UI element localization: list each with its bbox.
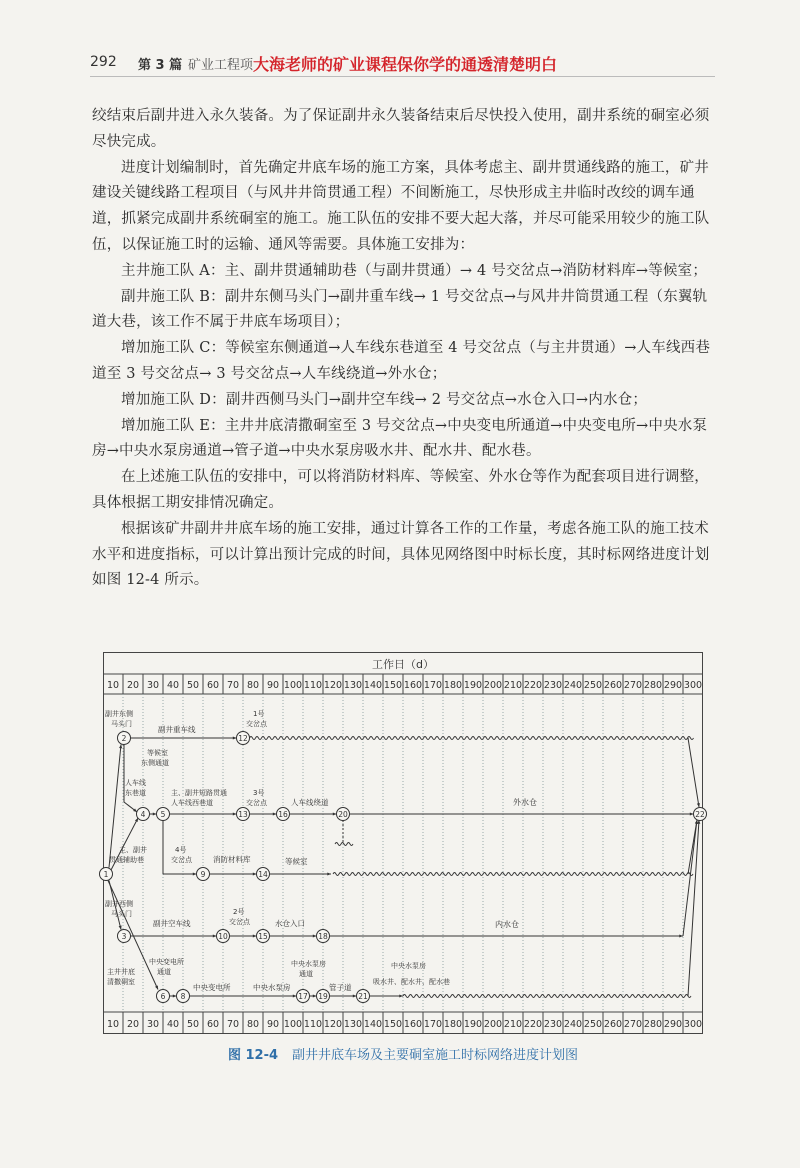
arrow-head [313, 994, 317, 997]
scale-tick-top: 150 [383, 680, 403, 691]
arrow-head [273, 812, 277, 815]
label-shortcut: 主、副井短路贯通 [171, 789, 227, 797]
scale-tick-top: 110 [303, 680, 323, 691]
scale-tick-top: 120 [323, 680, 343, 691]
scale-tick-top: 250 [583, 680, 603, 691]
scale-tick-bottom: 40 [166, 1019, 180, 1030]
scale-tick-top: 240 [563, 680, 583, 691]
scale-tick-bottom: 220 [523, 1019, 543, 1030]
scale-tick-top: 280 [643, 680, 663, 691]
arrow-head [353, 994, 357, 997]
node-number: 20 [338, 810, 348, 819]
page-number: 292 [90, 54, 117, 70]
scale-tick-bottom: 20 [126, 1019, 140, 1030]
scale-tick-bottom: 270 [623, 1019, 643, 1030]
label-main-bottom: 主井井底 [107, 968, 135, 976]
scale-tick-top: 80 [246, 680, 260, 691]
label-pump-room2: 中央水泵房 [391, 962, 426, 970]
free-float-wave [403, 995, 691, 998]
label-passage: 通道 [157, 968, 171, 976]
arrow-head [253, 872, 257, 875]
watermark-text: 大海老师的矿业课程保你学的通透清楚明白 [253, 55, 558, 74]
label-west-roadway: 人车线西巷道 [171, 799, 213, 807]
node-number: 18 [318, 932, 328, 941]
node-number: 10 [218, 932, 228, 941]
figure-caption [103, 1044, 703, 1063]
paragraph: 在上述施工队伍的安排中，可以将消防材料库、等候室、外水仓等作为配套项目进行调整，具体根据工期安排情况确定。 [92, 469, 709, 511]
label-waiting: 等候室 [285, 857, 308, 866]
label-sump-inlet: 水仓入口 [275, 919, 305, 928]
node-number: 3 [121, 932, 127, 941]
scale-tick-bottom: 260 [603, 1019, 623, 1030]
paragraph: 根据该矿井副井井底车场的施工安排，通过计算各工作的工作量，考虑各施工队的施工技术水平和进度指标，可以计算出预计完成的时间，具体见网络图中时标长度，其时标网络进度计划如图 12-4 所示。 [92, 520, 710, 589]
scale-tick-bottom: 30 [146, 1019, 160, 1030]
scale-tick-bottom: 150 [383, 1019, 403, 1030]
node-number: 4 [140, 810, 146, 819]
label-main-aux: 主、副井 [119, 846, 147, 854]
page-header [90, 50, 715, 77]
label-suction-well: 吸水井、配水井、配水巷 [373, 978, 450, 986]
label-pump-passage: 中央水泵房 [291, 960, 326, 968]
arrow-head [173, 994, 177, 997]
node-number: 2 [121, 734, 127, 743]
label-waiting-room: 等候室 [147, 749, 168, 757]
label-loaded-track: 副井重车线 [158, 725, 196, 734]
label-aux-roadway: 贯通辅助巷 [109, 856, 144, 864]
node-number: 1 [103, 870, 109, 879]
node-number: 19 [318, 992, 328, 1001]
label-fire-store: 消防材料库 [213, 855, 251, 864]
label-passage2: 通道 [299, 970, 313, 978]
scale-tick-bottom: 60 [206, 1019, 220, 1030]
node-number: 8 [180, 992, 186, 1001]
arrow-head [193, 872, 197, 875]
scale-tick-top: 290 [663, 680, 683, 691]
scale-tick-top: 100 [283, 680, 303, 691]
network-diagram [103, 652, 703, 1034]
paragraph: 增加施工队 D：副井西侧马头门→副井空车线→ 2 号交岔点→水仓入口→内水仓； [121, 391, 648, 408]
scale-tick-bottom: 200 [483, 1019, 503, 1030]
label-junction-3: 3号 [253, 789, 265, 797]
label-shaft-station: 马头门 [111, 720, 132, 728]
scale-tick-bottom: 210 [503, 1019, 523, 1030]
arrow-head [333, 812, 337, 815]
scale-tick-bottom: 120 [323, 1019, 343, 1030]
scale-tick-top: 200 [483, 680, 503, 691]
scale-tick-bottom: 50 [186, 1019, 200, 1030]
node-number: 14 [258, 870, 268, 879]
free-float-wave [333, 873, 693, 876]
scale-tick-bottom: 130 [343, 1019, 363, 1030]
label-bypass: 人车线绕道 [291, 798, 329, 807]
label-junction-4: 4号 [175, 846, 187, 854]
scale-tick-bottom: 230 [543, 1019, 563, 1030]
label-west-side2: 副井西侧 [105, 900, 133, 908]
label-junction-1: 1号 [253, 710, 265, 718]
scale-tick-bottom: 240 [563, 1019, 583, 1030]
scale-tick-bottom: 90 [266, 1019, 280, 1030]
figure-title: 副井井底车场及主要硐室施工时标网络进度计划图 [292, 1048, 579, 1063]
label-junction-1b: 交岔点 [246, 720, 267, 728]
paragraph: 增加施工队 E：主井井底清撒硐室至 3 号交岔点→中央变电所通道→中央变电所→中央水泵房→中央水泵房通道→管子道→中央水泵房吸水井、配水井、配水巷。 [92, 417, 708, 460]
label-clean-chamber: 清撒硐室 [107, 978, 135, 986]
free-float-wave [335, 843, 353, 846]
node-number: 6 [160, 992, 166, 1001]
scale-tick-bottom: 160 [403, 1019, 423, 1030]
node-number: 16 [278, 810, 288, 819]
label-shaft-station2: 马头门 [111, 910, 132, 918]
scale-tick-bottom: 170 [423, 1019, 443, 1030]
label-junction-2b: 交岔点 [229, 918, 250, 926]
arrow-head [313, 934, 317, 937]
label-empty-track: 副井空车线 [153, 919, 191, 928]
node-number: 15 [258, 932, 268, 941]
scale-tick-bottom: 140 [363, 1019, 383, 1030]
arrow-head [327, 872, 331, 875]
node-number: 5 [160, 810, 166, 819]
figure-number: 图 12-4 [227, 1048, 279, 1063]
scale-tick-bottom: 300 [683, 1019, 703, 1030]
axis-title: 工作日（d） [372, 658, 434, 671]
activity-arrow [688, 738, 699, 807]
node-number: 17 [298, 992, 308, 1001]
part-label: 第 3 篇 [138, 58, 183, 73]
scale-tick-top: 90 [266, 680, 280, 691]
label-substation-passage: 中央变电所 [149, 958, 184, 966]
arrow-head [690, 812, 694, 815]
label-inner-sump: 内水仓 [495, 920, 519, 929]
scale-tick-bottom: 180 [443, 1019, 463, 1030]
paragraph: 副井施工队 B：副井东侧马头门→副井重车线→ 1 号交岔点→与风井井筒贯通工程（东翼轨道大巷，该工作不属于井底车场项目）； [92, 288, 708, 331]
node-number: 22 [695, 810, 705, 819]
label-east-roadway: 东巷道 [125, 789, 146, 797]
label-junction-3b: 交岔点 [246, 799, 267, 807]
scale-tick-bottom: 250 [583, 1019, 603, 1030]
scale-tick-top: 40 [166, 680, 180, 691]
scale-tick-top: 140 [363, 680, 383, 691]
scale-tick-bottom: 280 [643, 1019, 663, 1030]
scale-tick-bottom: 100 [283, 1019, 303, 1030]
scale-tick-top: 260 [603, 680, 623, 691]
label-pump-room: 中央水泵房 [253, 983, 291, 992]
scale-tick-top: 60 [206, 680, 220, 691]
scale-tick-bottom: 190 [463, 1019, 483, 1030]
paragraph: 绞结束后副井进入永久装备。为了保证副井永久装备结束后尽快投入使用，副井系统的硐室必须尽快完成。 [92, 108, 710, 150]
scale-tick-top: 180 [443, 680, 463, 691]
paragraph: 进度计划编制时，首先确定井底车场的施工方案，具体考虑主、副井贯通线路的施工，矿井建设关键线路工程项目（与风井井筒贯通工程）不间断施工，尽快形成主井临时改绞的调车通道，抓紧完成副井系统硐室的施工。施工队伍的安排不要大起大落，并尽可能采用较少的施工队伍，以保证施工时的运输、通风等需要。具体施工安排为： [92, 159, 710, 253]
scale-tick-top: 130 [343, 680, 363, 691]
label-junction-4b: 交岔点 [171, 856, 192, 864]
node-number: 13 [238, 810, 248, 819]
arrow-head [253, 934, 257, 937]
label-junction-2: 2号 [233, 908, 245, 916]
arrow-head [399, 994, 403, 997]
scale-tick-top: 300 [683, 680, 703, 691]
scale-tick-top: 230 [543, 680, 563, 691]
arrow-head [213, 934, 217, 937]
scale-tick-top: 20 [126, 680, 140, 691]
scale-tick-top: 30 [146, 680, 160, 691]
label-pipe-way: 管子道 [329, 983, 352, 992]
scale-tick-top: 160 [403, 680, 423, 691]
label-substation: 中央变电所 [193, 983, 231, 992]
paragraph: 增加施工队 C：等候室东侧通道→人车线东巷道至 4 号交岔点（与主井贯通）→人车线西巷道至 3 号交岔点→ 3 号交岔点→人车线绕道→外水仓； [92, 340, 711, 382]
node-number: 9 [200, 870, 206, 879]
arrow-head [233, 736, 237, 739]
arrow-head [233, 812, 237, 815]
scale-tick-bottom: 80 [246, 1019, 260, 1030]
free-float-wave [250, 737, 694, 740]
scale-tick-top: 190 [463, 680, 483, 691]
label-west-side: 副井东侧 [105, 710, 133, 718]
label-outer-sump: 外水仓 [513, 798, 537, 807]
paragraph: 主井施工队 A：主、副井贯通辅助巷（与副井贯通）→ 4 号交岔点→消防材料库→等候室； [121, 262, 708, 279]
scale-tick-bottom: 10 [106, 1019, 120, 1030]
scale-tick-top: 10 [106, 680, 120, 691]
scale-tick-top: 50 [186, 680, 200, 691]
scale-tick-bottom: 70 [226, 1019, 240, 1030]
arrow-head [679, 934, 683, 937]
scale-tick-top: 70 [226, 680, 240, 691]
timeline-network-svg [103, 652, 703, 1034]
scale-tick-top: 170 [423, 680, 443, 691]
scale-tick-top: 210 [503, 680, 523, 691]
scale-tick-bottom: 290 [663, 1019, 683, 1030]
scale-tick-top: 220 [523, 680, 543, 691]
label-man-car: 人车线 [125, 779, 146, 787]
chapter-label: 矿业工程项 [188, 58, 254, 73]
node-number: 12 [238, 734, 248, 743]
scale-tick-top: 270 [623, 680, 643, 691]
body-text [92, 104, 712, 594]
label-east-passage: 东侧通道 [141, 759, 169, 767]
node-number: 21 [358, 992, 368, 1001]
arrow-head [153, 812, 157, 815]
scale-tick-bottom: 110 [303, 1019, 323, 1030]
arrow-head [293, 994, 297, 997]
